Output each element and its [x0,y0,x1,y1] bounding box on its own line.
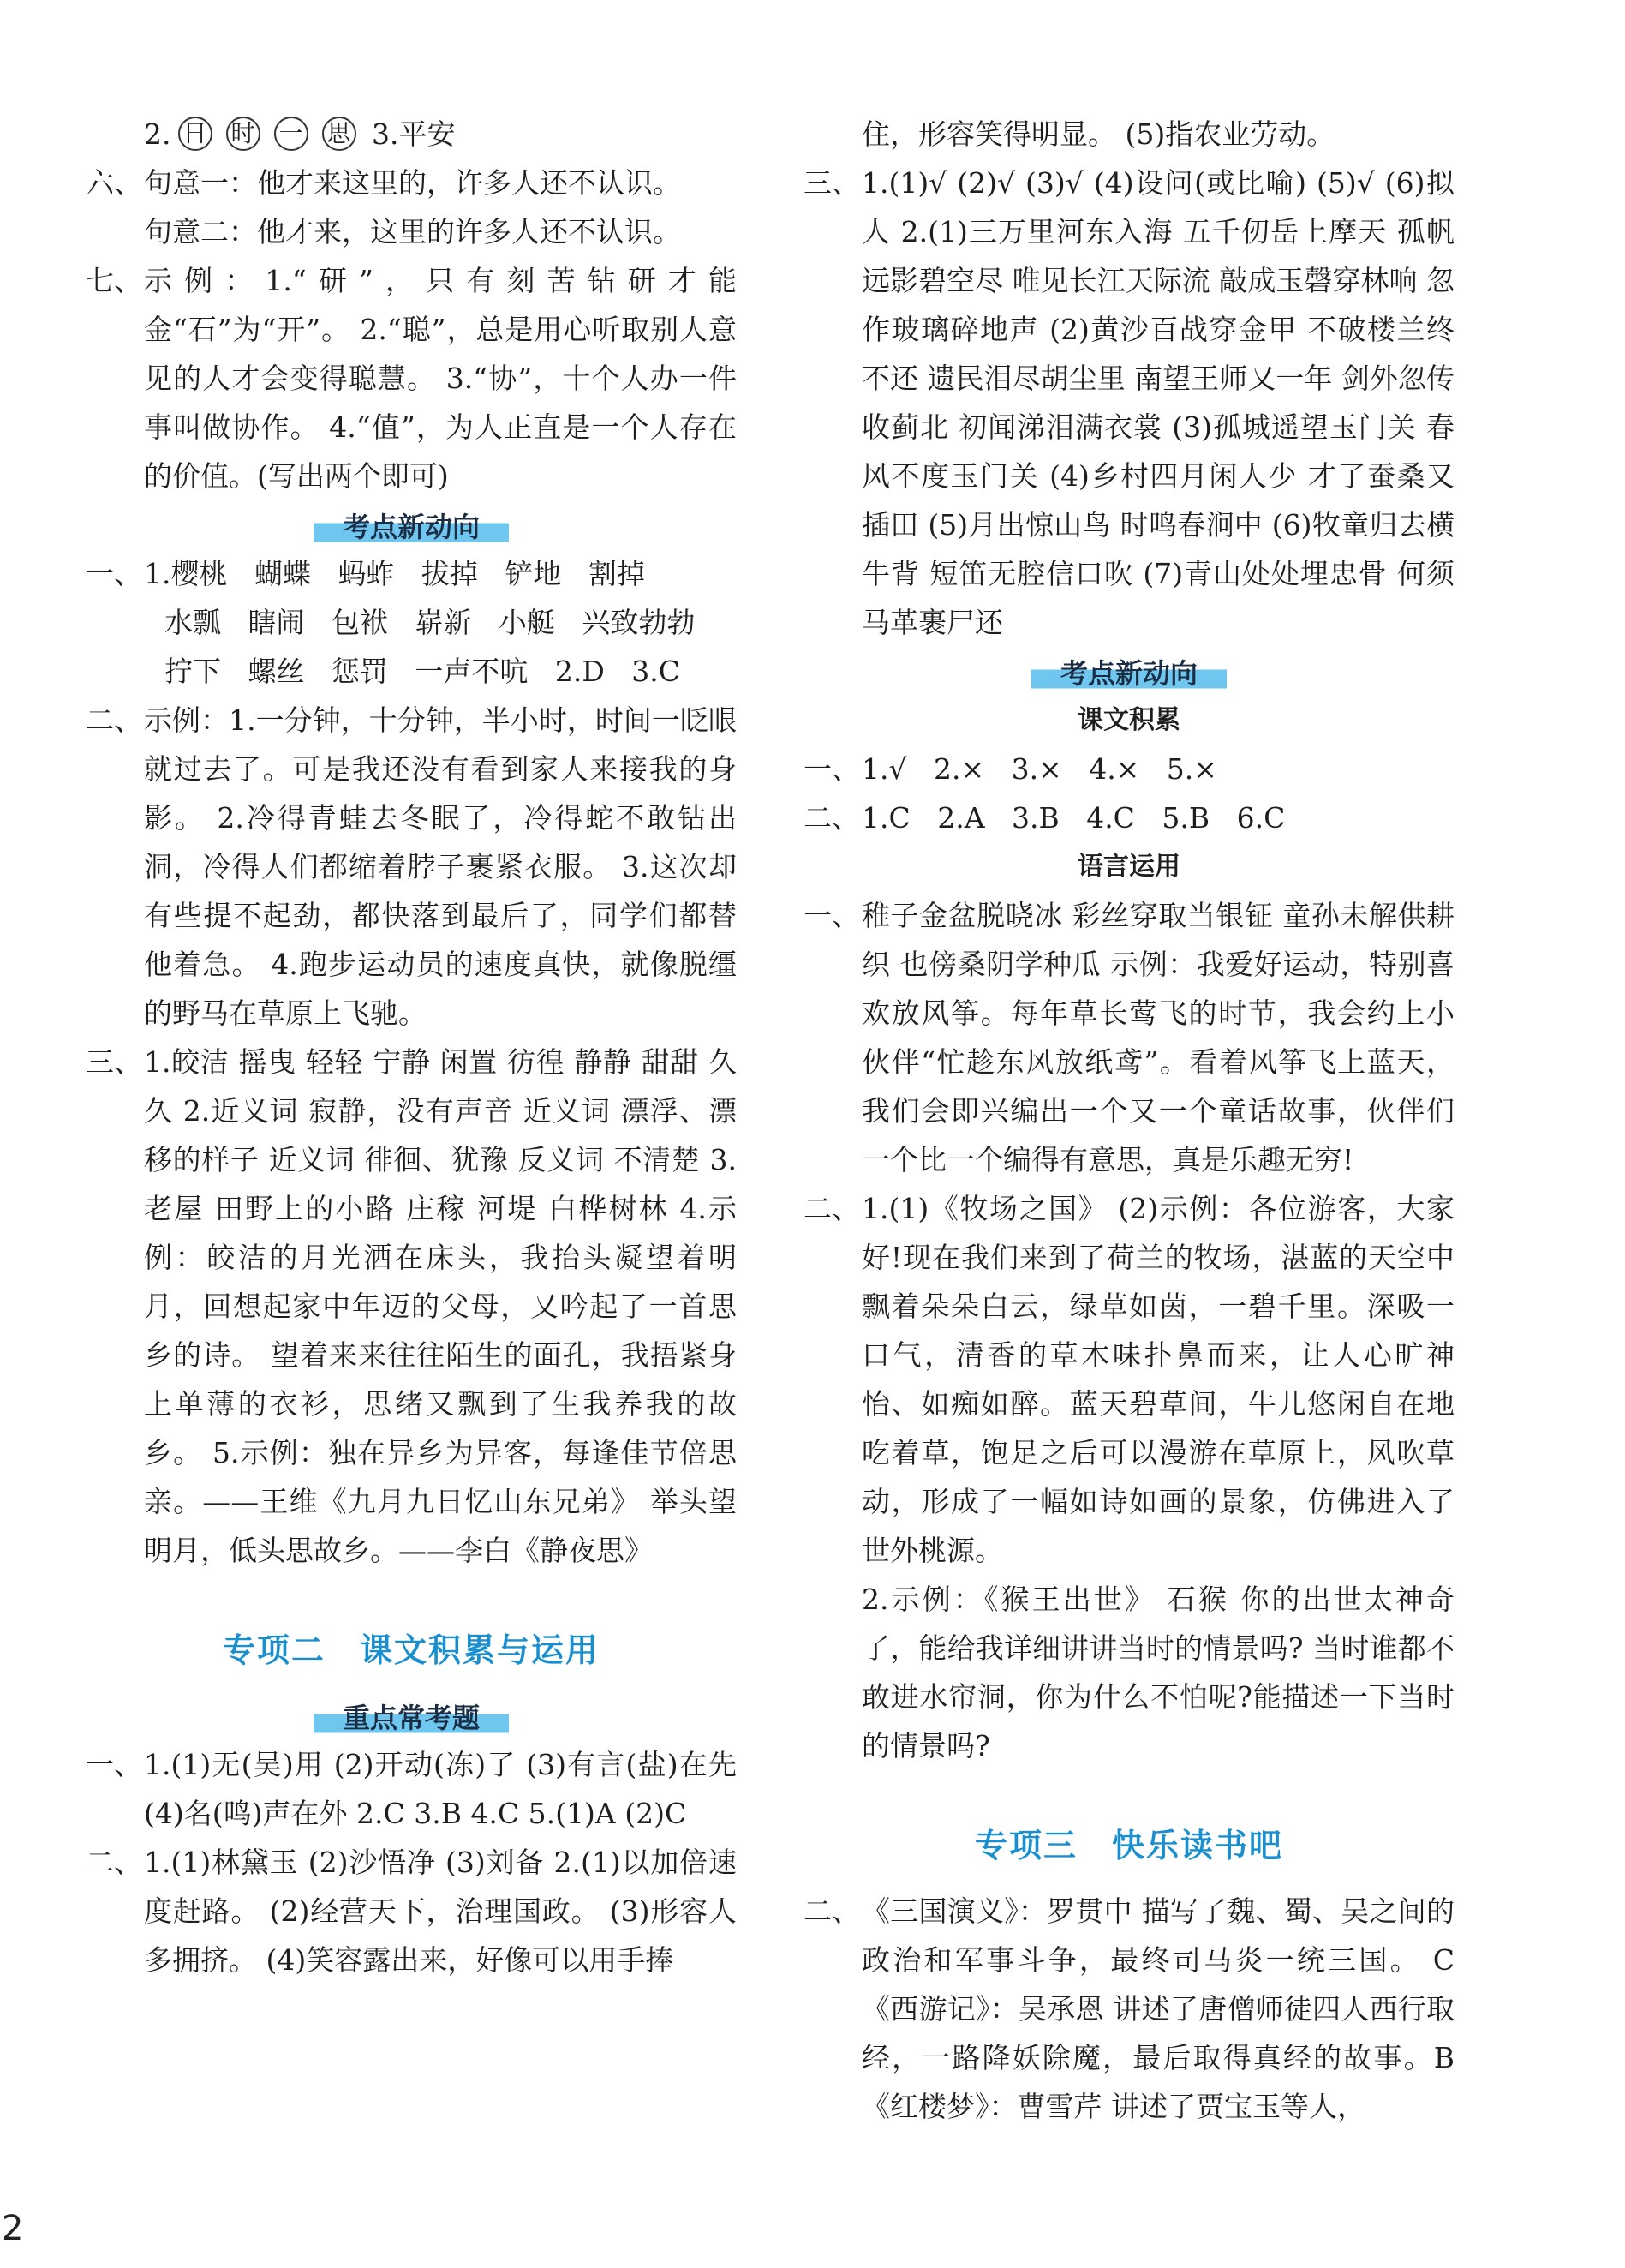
s1-line-1: 1.樱桃 蝴蝶 蚂蚱 拔掉 铲地 割掉 [144,557,645,590]
answer-q6 [86,159,737,256]
banner-label: 考点新动向 [1031,652,1227,691]
section-banner-kaodian-right [804,647,1455,696]
y1-number: 一、 [804,899,860,932]
banner-label: 考点新动向 [314,506,509,545]
q6-line-1: 句意一：他才来这里的，许多人还不认识。 [144,166,681,200]
y2-text-2: 2.示例：《猴王出世》 石猴 你的出世太神奇了，能给我详细讲讲当时的情景吗? 当时谁都不敢进水帘洞，你为什么不怕呢?能描述一下当时的情景吗? [862,1583,1455,1762]
z2-number: 二、 [804,1894,860,1928]
s3-text: 1.皎洁 摇曳 轻轻 宁静 闲置 彷徨 静静 甜甜 久久 2.近义词 寂静，没有声音 近义词 漂浮、漂移的样子 近义词 徘徊、犹豫 反义词 不清楚 3.老屋 田野上的小路 庄稼 河堤 白桦树林 4.示例：皎洁的月光洒在床头，我抬头凝望着明月，回想起家中年迈的父母，又吟起了一首思乡的诗。 望着来来往往陌生的面孔，我捂紧身上单薄的衣衫，思绪又飘到了生我养我的故乡。 5.示例：独在异乡为异客，每逢佳节倍思亲。——王维《九月九日忆山东兄弟》 举头望明月，低头思故乡。——李白《静夜思》 [144,1045,737,1567]
answer-y2 [804,1184,1455,1770]
s1-number: 一、 [86,557,142,590]
q5-tail: 3.平安 [372,117,456,151]
cont-line: 住，形容笑得明显。 (5)指农业劳动。 [862,117,1335,151]
q6-line-2: 句意二：他才来，这里的许多人还不认识。 [144,215,681,248]
answer-t2 [86,1838,737,1984]
continued-text [804,110,1455,159]
t1-number: 一、 [86,1748,142,1781]
right-column [804,110,1455,2131]
k2-text: 1.C 2.A 3.B 4.C 5.B 6.C [862,801,1286,835]
s2-number: 二、 [86,703,142,737]
subhead-kewen: 课文积累 [1078,705,1180,735]
answer-z2 [804,1887,1455,2131]
answer-y1 [804,891,1455,1184]
answer-s3 [86,1038,737,1575]
circled-char: 时 [226,117,260,151]
answer-r3 [804,159,1455,647]
q5-prefix: 2. [144,117,171,151]
section3-label: 专项三 [974,1827,1078,1864]
section2-title: 课文积累与运用 [360,1631,600,1669]
answer-k2 [804,793,1455,842]
k2-number: 二、 [804,801,860,835]
q7-number: 七、 [86,264,142,297]
circled-char: 一 [274,117,308,151]
answer-q7 [86,256,737,500]
subhead-yuyan: 语言运用 [1078,852,1180,882]
circled-char: 思 [322,117,356,151]
section2-label: 专项二 [222,1631,326,1669]
t2-number: 二、 [86,1846,142,1879]
answer-s1 [86,549,737,696]
section-banner-kaodian [86,500,737,549]
s1-line-3: 拧下 螺丝 惩罚 一声不吭 2.D 3.C [164,655,681,688]
t2-text: 1.(1)林黛玉 (2)沙悟净 (3)刘备 2.(1)以加倍速度赶路。 (2)经营天下，治理国政。 (3)形容人多拥挤。 (4)笑容露出来，好像可以用手捧 [144,1846,737,1977]
y2-number: 二、 [804,1192,860,1225]
page-number: 2 [2,2209,24,2248]
s2-text: 示例：1.一分钟，十分钟，半小时，时间一眨眼就过去了。可是我还没有看到家人来接我的身影。 2.冷得青蛙去冬眠了，冷得蛇不敢钻出洞，冷得人们都缩着脖子裹紧衣服。 3.这次却有些提不起劲，都快落到最后了，同学们都替他着急。 4.跑步运动员的速度真快，就像脱缰的野马在草原上飞驰。 [144,703,737,1030]
answer-q5-line [86,110,737,159]
banner-label: 重点常考题 [314,1697,509,1736]
s1-line-2: 水瓢 瞎闹 包袱 崭新 小艇 兴致勃勃 [164,606,696,639]
section-title-zhuanxiang2 [86,1609,737,1691]
y1-text: 稚子金盆脱晓冰 彩丝穿取当银钲 童孙未解供耕织 也傍桑阴学种瓜 示例：我爱好运动，特别喜欢放风筝。每年草长莺飞的时节，我会约上小伙伴“忙趁东风放纸鸢”。看着风筝飞上蓝天，我们会即兴编出一个又一个童话故事，伙伴们一个比一个编得有意思，真是乐趣无穷! [862,899,1455,1176]
section3-title: 快乐读书吧 [1112,1827,1284,1864]
section-banner-zhongdian [86,1691,737,1740]
s3-number: 三、 [86,1045,142,1079]
circled-char: 日 [178,117,212,151]
k1-number: 一、 [804,752,860,786]
r3-number: 三、 [804,166,860,200]
y2-text: 1.(1)《牧场之国》 (2)示例：各位游客，大家好!现在我们来到了荷兰的牧场，湛蓝的天空中飘着朵朵白云，绿草如茵，一碧千里。深吸一口气，清香的草木味扑鼻而来，让人心旷神怡、如痴如醉。蓝天碧草间，牛儿悠闲自在地吃着草，饱足之后可以漫游在草原上，风吹草动，形成了一幅如诗如画的景象，仿佛进入了世外桃源。 [862,1192,1455,1567]
answer-k1 [804,745,1455,793]
q6-number: 六、 [86,166,142,200]
k1-text: 1.√ 2.× 3.× 4.× 5.× [862,752,1217,786]
left-column [86,110,737,1984]
t1-text: 1.(1)无(吴)用 (2)开动(冻)了 (3)有言(盐)在先 (4)名(鸣)声在外 2.C 3.B 4.C 5.(1)A (2)C [144,1748,737,1830]
q7-text: 示例：1.“研”，只有刻苦钻研才能金“石”为“开”。 2.“聪”，总是用心听取别人意见的人才会变得聪慧。 3.“协”，十个人办一件事叫做协作。 4.“值”，为人正直是一个人存在的价值。(写出两个即可) [144,264,737,493]
section-title-zhuanxiang3 [804,1804,1455,1887]
r3-text: 1.(1)√ (2)√ (3)√ (4)设问(或比喻) (5)√ (6)拟人 2.(1)三万里河东入海 五千仞岳上摩天 孤帆远影碧空尽 唯见长江天际流 敲成玉磬穿林响 忽作玻璃碎地声 (2)黄沙百战穿金甲 不破楼兰终不还 遗民泪尽胡尘里 南望王师又一年 剑外忽传收蓟北 初闻涕泪满衣裳 (3)孤城遥望玉门关 春风不度玉门关 (4)乡村四月闲人少 才了蚕桑又插田 (5)月出惊山鸟 时鸣春涧中 (6)牧童归去横牛背 短笛无腔信口吹 (7)青山处处埋忠骨 何须马革裹尸还 [862,166,1455,639]
answer-t1 [86,1740,737,1838]
z2-text: 《三国演义》：罗贯中 描写了魏、蜀、吴之间的政治和军事斗争，最终司马炎一统三国。 C 《西游记》：吴承恩 讲述了唐僧师徒四人西行取经，一路降妖除魔，最后取得真经的故事。B 《红楼梦》：曹雪芹 讲述了贾宝玉等人， [862,1894,1455,2123]
answer-s2 [86,696,737,1038]
